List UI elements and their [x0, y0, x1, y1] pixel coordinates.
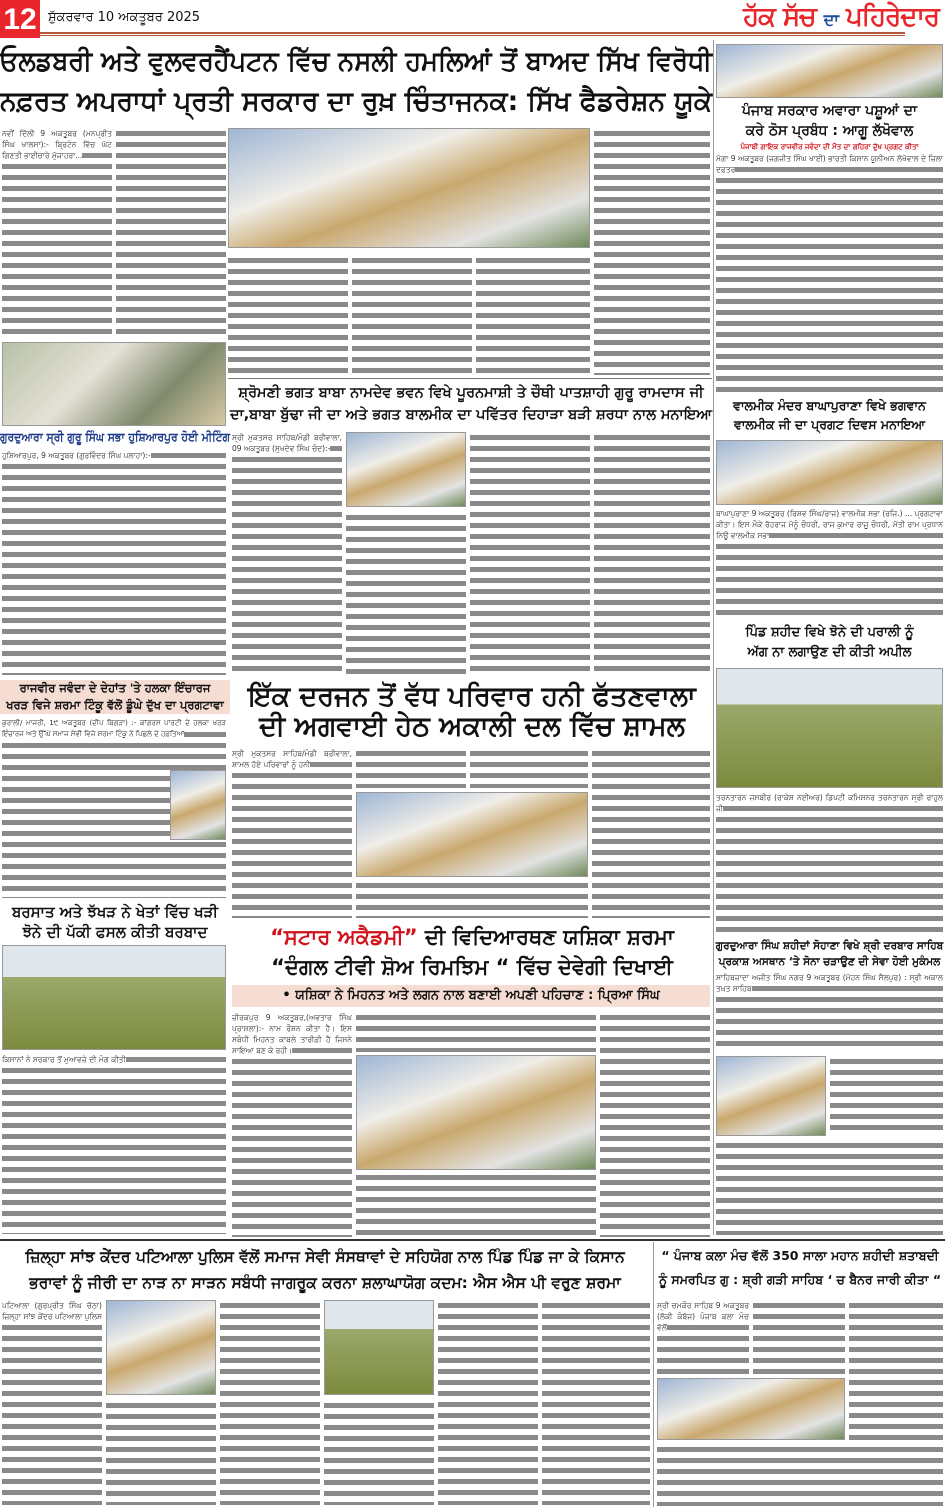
lead-headline-line2: ਨਫ਼ਰਤ ਅਪਰਾਧਾਂ ਪ੍ਰਤੀ ਸਰਕਾਰ ਦਾ ਰੁਖ਼ ਚਿੰਤਾਜਨਕ: ਸਿੱਖ ਫੈਡਰੇਸ਼ਨ ਯੂਕੇ — [0, 86, 712, 117]
patiala-body-col2 — [106, 1400, 216, 1505]
lakhowal-subhead-box — [716, 142, 943, 152]
dozen-photo — [356, 792, 588, 877]
kala-manch-headline — [655, 1244, 945, 1292]
hoshiarpur-body: ਹੁਸ਼ਿਆਰਪੁਰ, 9 ਅਕਤੂਬਰ (ਗੁਰਵਿੰਦਰ ਸਿੰਘ ਪਲਾਹਾ):- — [2, 450, 226, 675]
shromani-body-col2 — [346, 512, 466, 677]
valmiki-headline-line1: ਵਾਲਮੀਕ ਮੰਦਰ ਬਾਘਾਪੁਰਾਣਾ ਵਿਖੇ ਭਗਵਾਨ — [733, 398, 926, 413]
shromani-headline — [230, 382, 712, 426]
lakhowal-subhead: ਪੰਜਾਬੀ ਗਾਇਕ ਰਾਜਵੀਰ ਜਵੰਦਾ ਦੀ ਮੌਤ ਦਾ ਗਹਿਰਾ ਦੁੱਖ ਪ੍ਰਗਟ ਕੀਤਾ — [740, 143, 919, 151]
lakhowal-headline-line2: ਕਰੇ ਠੋਸ ਪ੍ਰਬੰਧ : ਆਗੂ ਲੱਖੋਵਾਲ — [745, 123, 914, 139]
patiala-body-col4 — [324, 1400, 434, 1505]
lakhowal-body: ਮੋਗਾ 9 ਅਕਤੂਬਰ (ਜਗਜੀਤ ਸਿੰਘ ਖਾਈ) ਭਾਰਤੀ ਕਿਸਾਨ ਯੂਨੀਅਨ ਲੱਖੋਵਾਲ ਦੇ ਜ਼ਿਲਾ ਦਫਤਰ — [716, 153, 943, 393]
pind-shaheed-headline — [714, 623, 945, 663]
star-body-col3 — [356, 1172, 596, 1237]
kala-manch-body-col3 — [849, 1300, 943, 1440]
bottom-column-divider — [653, 1242, 654, 1507]
patiala-body-col5 — [438, 1300, 538, 1505]
tinku-photo — [170, 770, 226, 840]
rajvir-headline — [0, 680, 230, 714]
sohana-headline — [714, 938, 945, 970]
shromani-body-col3 — [470, 432, 590, 677]
lakhowal-photo — [716, 44, 943, 98]
hoshiarpur-photo — [2, 342, 226, 426]
masthead-logo — [743, 2, 939, 33]
star-headline-line2: “ਦੰਗਲ ਟੀਵੀ ਸ਼ੋਅ ਰਿਮਝਿਮ “ ਵਿੱਚ ਦੇਵੇਗੀ ਦਿਖਾਈ — [271, 955, 673, 979]
shromani-body: ਸ੍ਰੀ ਮੁਕਤਸਰ ਸਾਹਿਬ/ਮੰਡੀ ਬਰੀਵਾਲਾ, 09 ਅਕਤੂਬਰ (ਸੁਖਦੇਵ ਸਿੰਘ ਚੰਦ):- — [232, 432, 342, 677]
sohana-body: ਸਾਹਿਬਜ਼ਾਦਾ ਅਜੀਤ ਸਿੰਘ ਨਗਰ 9 ਅਕਤੂਬਰ (ਮੋਹਨ ਸਿੰਘ ਸੈਲਪੁਰ) : ਸ੍ਰੀ ਅਕਾਲ ਤਖ਼ਤ ਸਾਹਿਬ — [716, 972, 943, 1052]
rajvir-headline-line1: ਰਾਜਵੀਰ ਜਵੰਦਾ ਦੇ ਦੇਹਾਂਤ 'ਤੇ ਹਲਕਾ ਇੰਚਾਰਜ — [19, 681, 211, 695]
valmiki-headline-line2: ਵਾਲਮੀਕ ਜੀ ਦਾ ਪ੍ਰਗਟ ਦਿਵਸ ਮਨਾਇਆ — [734, 417, 925, 432]
sohana-headline-line2: ਪ੍ਰਕਾਸ਼ ਅਸਥਾਨ ‘ਤੇ ਸੋਨਾ ਚੜਾਉਣ ਦੀ ਸੇਵਾ ਹੋਈ ਮੁਕੰਮਲ — [718, 956, 941, 968]
patiala-body-col3 — [220, 1300, 320, 1505]
star-headline — [232, 922, 712, 982]
page-number: 12 — [0, 0, 40, 38]
kala-manch-body: ਸ੍ਰੀ ਚਮਕੌਰ ਸਾਹਿਬ 9 ਅਕਤੂਬਰ (ਲੱਕੀ ਕੰਬੋਜ) ਪੰਜਾਬ ਕਲਾ ਮੰਚ ਵੱਲੋਂ — [657, 1300, 749, 1440]
valmiki-photo — [716, 440, 943, 505]
patiala-photo-1 — [106, 1300, 216, 1395]
kala-manch-photo — [657, 1378, 845, 1440]
patiala-photo-2 — [324, 1300, 434, 1395]
logo-part1: ਹੱਕ ਸੱਚ — [743, 2, 816, 32]
bottom-divider — [0, 1239, 945, 1241]
dozen-body-col4 — [470, 748, 588, 788]
hoshiarpur-headline: ਗੁਰਦੁਆਰਾ ਸ੍ਰੀ ਗੁਰੂ ਸਿੰਘ ਸਭਾ ਹੁਸ਼ਿਆਰਪੁਰ ਹੋਈ ਮੀਟਿੰਗ — [0, 430, 230, 444]
shromani-headline-line2: ਦਾ,ਬਾਬਾ ਬੁੱਢਾ ਜੀ ਦਾ ਅਤੇ ਭਗਤ ਬਾਲਮੀਕ ਦਾ ਪਵਿੱਤਰ ਦਿਹਾੜਾ ਬੜੀ ਸ਼ਰਧਾ ਨਾਲ ਮਨਾਇਆ — [230, 407, 712, 423]
barsat-body: ਕਿਸਾਨਾਂ ਨੇ ਸਰਕਾਰ ਤੋਂ ਮੁਆਵਜ਼ੇ ਦੀ ਮੰਗ ਕੀਤੀ — [2, 1054, 226, 1234]
star-subhead-box — [232, 985, 710, 1007]
issue-date: ਸ਼ੁੱਕਰਵਾਰ 10 ਅਕਤੂਬਰ 2025 — [48, 10, 201, 25]
lead-headline — [0, 42, 712, 122]
pind-shaheed-headline-line1: ਪਿੰਡ ਸ਼ਹੀਦ ਵਿਖੇ ਝੋਨੇ ਦੀ ਪਰਾਲੀ ਨੂੰ — [745, 625, 914, 640]
kala-manch-headline-line2: ਨੂੰ ਸਮਰਪਿਤ ਗੁ : ਸ਼੍ਰੀ ਗੜੀ ਸਾਹਿਬ ‘ ਚ ਬੈਨਰ ਜਾਰੀ ਕੀਤਾ “ — [658, 1272, 942, 1287]
dozen-body-col5 — [592, 748, 710, 918]
star-body-col2 — [356, 1012, 596, 1052]
rajvir-headline-line2: ਖਰੜ ਵਿਜੇ ਸ਼ਰਮਾ ਟਿੰਕੂ ਵੱਲੋਂ ਡੂੰਘੇ ਦੁੱਖ ਦਾ ਪ੍ਰਗਟਾਵਾ — [6, 698, 224, 712]
star-photo — [356, 1055, 596, 1170]
sohana-headline-line1: ਗੁਰਦੁਆਰਾ ਸਿੰਘ ਸ਼ਹੀਦਾਂ ਸੋਹਾਣਾ ਵਿਖੇ ਸ਼੍ਰੀ ਦਰਬਾਰ ਸਾਹਿਬ — [715, 940, 944, 952]
lead-body-col3 — [228, 255, 348, 375]
patiala-headline — [0, 1244, 650, 1296]
pind-shaheed-headline-line2: ਅੱਗ ਨਾ ਲਗਾਉਣ ਦੀ ਕੀਤੀ ਅਪੀਲ — [747, 645, 912, 660]
star-body-col4 — [600, 1012, 710, 1237]
rajvir-body: ਕੁਰਾਲੀ/ ਮਾਜਰੀ, 1੯ ਅਕਤੂਬਰ (ਦੀਪ ਬਿਗੜਾ) :- ਕਾਂਗਰਸ ਪਾਰਟੀ ਦੇ ਹਲਕਾ ਖਰੜ ਇੰਚਾਰਜ ਅਤੇ ਉੱਘੇ ਸਮਾਜ ਸੇਵੀ ਵਿਜੇ ਸ਼ਰਮਾ ਟਿੰਕੂ ਨੇ ਪਿਛਲੇ ਦੇ ਹਫ਼ਤਿਆਂ — [2, 718, 226, 898]
dozen-body-col2 — [356, 748, 466, 788]
barsat-headline — [0, 902, 230, 942]
star-headline-line1-wrap — [270, 922, 674, 952]
shromani-photo-1 — [346, 432, 466, 507]
dozen-headline-line1: ਇੱਕ ਦਰਜਨ ਤੋਂ ਵੱਧ ਪਰਿਵਾਰ ਹਨੀ ਫੱਤਣਵਾਲਾ — [248, 681, 696, 712]
logo-part3: ਪਹਿਰੇਦਾਰ — [846, 2, 939, 32]
patiala-body-col6 — [542, 1300, 650, 1505]
sohana-photo — [716, 1056, 826, 1136]
lead-headline-line1: ਓਲਡਬਰੀ ਅਤੇ ਵੁਲਵਰਹੈਂਪਟਨ ਵਿੱਚ ਨਸਲੀ ਹਮਲਿਆਂ ਤੋਂ ਬਾਅਦ ਸਿੱਖ ਵਿਰੋਧੀ — [0, 46, 712, 77]
dozen-body-col3 — [356, 880, 588, 918]
logo-part2: ਦਾ — [823, 10, 838, 29]
dozen-body: ਸ੍ਰੀ ਮੁਕਤਸਰ ਸਾਹਿਬ/ਮੰਡੀ ਬਰੀਵਾਲਾ, ਸ਼ਾਮਲ ਹੋਏ ਪਰਿਵਾਰਾਂ ਨੂੰ ਹਨੀ — [232, 748, 352, 918]
kala-manch-headline-line1: “ ਪੰਜਾਬ ਕਲਾ ਮੰਚ ਵੱਲੋਂ 350 ਸਾਲਾ ਮਹਾਨ ਸ਼ਹੀਦੀ ਸ਼ਤਾਬਦੀ — [661, 1248, 939, 1263]
valmiki-headline — [714, 396, 945, 434]
star-headline-line1: ਦੀ ਵਿਦਿਆਰਥਣ ਯਸ਼ਿਕਾ ਸ਼ਰਮਾ — [424, 925, 674, 949]
patiala-headline-line1: ਜ਼ਿਲ੍ਹਾ ਸਾਂਝ ਕੇਂਦਰ ਪਟਿਆਲਾ ਪੁਲਿਸ ਵੱਲੋਂ ਸਮਾਜ ਸੇਵੀ ਸੰਸਥਾਵਾਂ ਦੇ ਸਹਿਯੋਗ ਨਾਲ ਪਿੰਡ ਪਿੰਡ ਜਾ ਕੇ ਕਿਸਾਨ — [25, 1248, 625, 1266]
dozen-headline — [232, 682, 712, 742]
patiala-body: ਪਟਿਆਲਾ (ਗੁਰਪ੍ਰੀਤ ਸਿੰਘ ਚੱਠਾ) ਜ਼ਿਲ੍ਹਾ ਸਾਂਝ ਕੇਂਦਰ ਪਟਿਆਲਾ ਪੁਲਿਸ — [2, 1300, 102, 1505]
barsat-headline-line2: ਝੋਨੇ ਦੀ ਪੱਕੀ ਫਸਲ ਕੀਤੀ ਬਰਬਾਦ — [22, 923, 208, 941]
patiala-headline-line2: ਭਰਾਵਾਂ ਨੂੰ ਜੀਰੀ ਦਾ ਨਾੜ ਨਾ ਸਾੜਨ ਸਬੰਧੀ ਜਾਗਰੂਕ ਕਰਨਾ ਸ਼ਲਾਘਾਯੋਗ ਕਦਮ: ਐਸ ਐਸ ਪੀ ਵਰੁਣ ਸ਼ਰਮਾ — [29, 1274, 621, 1292]
lakhowal-headline-line1: ਪੰਜਾਬ ਸਰਕਾਰ ਅਵਾਰਾ ਪਸ਼ੂਆਂ ਦਾ — [741, 103, 918, 119]
lead-body-col4 — [352, 255, 472, 375]
lead-body: ਨਵੀਂ ਦਿੱਲੀ 9 ਅਕਤੂਬਰ (ਮਨਪ੍ਰੀਤ ਸਿੰਘ ਖਾਲਸਾ):- ਬ੍ਰਿਟੇਨ ਵਿੱਚ ਘੱਟ ਗਿਣਤੀ ਭਾਈਚਾਰੇ ਮੁੱਜਾਹਰਾ... — [2, 128, 112, 338]
hoshiarpur-headline-box — [0, 430, 230, 445]
crop-field-photo — [2, 945, 226, 1050]
kala-manch-body-col4 — [657, 1444, 943, 1506]
shromani-body-col4 — [594, 432, 710, 677]
divider — [228, 378, 712, 379]
lead-body-col6 — [594, 128, 710, 375]
star-academy-name: “ਸਟਾਰ ਅਕੈਡਮੀ” — [270, 925, 418, 949]
pind-shaheed-photo — [716, 668, 943, 788]
pind-shaheed-body: ਤਰਨਤਾਰਨ ਜਸਬੀਰ (ਰਾਕੇਸ਼ ਨਈਅਰ) ਡਿਪਟੀ ਕਮਿਸ਼ਨਰ ਤਰਨਤਾਰਨ ਸ੍ਰੀ ਰਾਹੁਲ ਜੀ — [716, 792, 943, 932]
sohana-body-col3 — [716, 1140, 943, 1235]
valmiki-body: ਬਾਘਾਪੁਰਾਣਾ 9 ਅਕਤੂਬਰ (ਰਿਸ਼ਵ ਸਿੰਘ/ਰਾਜ) ਵਾਲਮੀਕ ਸਭਾ (ਰਜਿ.) ... ਪ੍ਰਗਟਾਵਾ ਕੀਤਾ। ਇਸ ਮੌਕੇ ਰੋਹਰਾਜ ਮੋਨੂੰ ਚੌਧਰੀ, ਰਾਜ ਕੁਮਾਰ ਰਾਜੂ ਚੌਧਰੀ, ਮੋਤੀ ਰਾਮ ਪ੍ਰਧਾਨ ਨਿਊ ਵਾਲਮੀਕ ਸਭਾ — [716, 508, 943, 620]
lead-photo — [228, 128, 590, 248]
lead-body-col5 — [476, 255, 590, 375]
lead-body-col2 — [116, 128, 226, 338]
dozen-headline-line2: ਦੀ ਅਗਵਾਈ ਹੇਠ ਅਕਾਲੀ ਦਲ ਵਿੱਚ ਸ਼ਾਮਲ — [259, 711, 685, 742]
lakhowal-headline — [714, 101, 945, 141]
barsat-headline-line1: ਬਰਸਾਤ ਅਤੇ ਝੱਖੜ ਨੇ ਖੇਤਾਂ ਵਿੱਚ ਖੜੀ — [12, 903, 218, 921]
shromani-headline-line1: ਸ਼੍ਰੋਮਣੀ ਭਗਤ ਬਾਬਾ ਨਾਮਦੇਵ ਭਵਨ ਵਿਖੇ ਪੂਰਨਮਾਸ਼ੀ ਤੇ ਚੌਥੀ ਪਾਤਸ਼ਾਹੀ ਗੁਰੂ ਰਾਮਦਾਸ ਜੀ — [238, 385, 704, 401]
star-subhead: • ਯਸ਼ਿਕਾ ਨੇ ਮਿਹਨਤ ਅਤੇ ਲਗਨ ਨਾਲ ਬਣਾਈ ਅਪਣੀ ਪਹਿਚਾਣ : ਪ੍ਰਿਆ ਸਿੰਘ — [282, 988, 660, 1003]
star-body: ਜ਼ੀਰਕਪੁਰ 9 ਅਕਤੂਬਰ,(ਅਵਤਾਰ ਸਿੰਘ ਪ੍ਰਾਸ਼ਲਾ):- ਨਾਮ ਰੌਸ਼ਨ ਕੀਤਾ ਹੈ। ਇਸ ਸਬੰਧੀ ਮਿਹਨਤ ਕਾਬਲੇ ਤਾਰੀਫ਼ੀ ਹੈ ਜਿਸਨੇ ਸਾਇਆ ਬਣ ਕੇ ਰਹੀ। — [232, 1012, 352, 1237]
sohana-body-col2 — [830, 1056, 943, 1136]
